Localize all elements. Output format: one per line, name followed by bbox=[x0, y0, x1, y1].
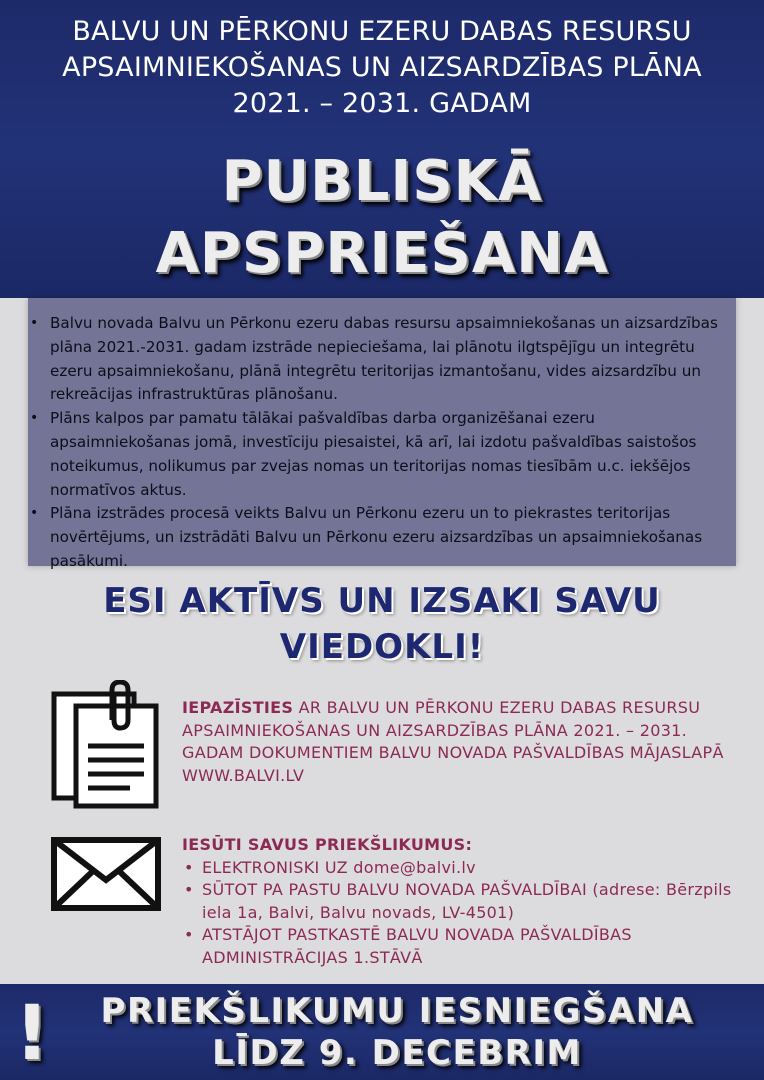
cta-line: VIEDOKLI! bbox=[279, 627, 485, 667]
submit-item: • SŪTOT PA PASTU BALVU NOVADA PAŠVALDĪBAI (adrese: Bērzpils iela 1a, Balvi, Balvu novads, LV-4501) bbox=[184, 880, 732, 922]
deadline-text bbox=[30, 990, 764, 1074]
learn-text-block bbox=[182, 697, 742, 787]
submit-item-text: SŪTOT PA PASTU BALVU NOVADA PAŠVALDĪBAI (adrese: Bērzpils iela 1a, Balvi, Balvu novads, LV-4501) bbox=[202, 880, 732, 922]
submit-heading: IESŪTI SAVUS PRIEKŠLIKUMUS: bbox=[182, 835, 473, 854]
subtitle-line: BALVU UN PĒRKONU EZERU DABAS RESURSU bbox=[72, 16, 692, 47]
title-line: APSPRIEŠANA bbox=[155, 221, 609, 286]
deadline-line: PRIEKŠLIKUMU IESNIEGŠANA bbox=[100, 991, 694, 1031]
submit-item-text: ELEKTRONISKI UZ dome@balvi.lv bbox=[202, 857, 476, 877]
submit-block bbox=[182, 834, 742, 969]
header-banner bbox=[0, 0, 764, 298]
info-bullet: • Plāns kalpos par pamatu tālākai pašvaldības darba organizēšanai ezeru apsaimniekošanas jomā, investīciju piesaistei, kā arī, lai izdotu pašvaldības saistošos noteikumus, nolikumus par zvejas nomas un teritorijas nomas tiesībām u.c. iekšējos normatīvos aktus. bbox=[50, 407, 724, 502]
submit-item: • ATSTĀJOT PASTKASTĒ BALVU NOVADA PAŠVALDĪBAS ADMINISTRĀCIJAS 1.STĀVĀ bbox=[184, 925, 632, 967]
envelope-icon bbox=[50, 836, 162, 912]
submit-item: • ELEKTRONISKI UZ dome@balvi.lv bbox=[184, 857, 476, 877]
deadline-line: LĪDZ 9. DECEBRIM bbox=[212, 1033, 582, 1073]
submit-item-text: ATSTĀJOT PASTKASTĒ BALVU NOVADA PAŠVALDĪBAS ADMINISTRĀCIJAS 1.STĀVĀ bbox=[202, 925, 632, 967]
cta-line: ESI AKTĪVS UN IZSAKI SAVU bbox=[103, 581, 661, 621]
exclamation-mark: ! bbox=[14, 988, 50, 1077]
info-bullet-text: Balvu novada Balvu un Pērkonu ezeru dabas resursu apsaimniekošanas un aizsardzības plāna 2021.-2031. gadam izstrāde nepieciešama, lai plānotu ilgtspējīgu un integrētu ezeru apsaimniekošanu, plānā integrētu teritorijas izmantošanu, vides aizsardzību un rekreācijas infrastruktūras plānošanu. bbox=[50, 314, 718, 404]
info-box bbox=[28, 298, 736, 570]
learn-lead: IEPAZĪSTIES bbox=[182, 698, 294, 717]
info-bullet: • Plāna izstrādes procesā veikts Balvu un Pērkonu ezeru un to piekrastes teritorijas novērtējums, un izstrādāti Balvu un Pērkonu ezeru aizsardzības un apsaimniekošanas pasākumi. bbox=[50, 502, 724, 573]
subtitle-line: 2021. – 2031. GADAM bbox=[232, 88, 532, 119]
plan-subtitle bbox=[0, 14, 764, 122]
title-line: PUBLISKĀ bbox=[221, 149, 543, 214]
info-bullet: • Balvu novada Balvu un Pērkonu ezeru dabas resursu apsaimniekošanas un aizsardzības plāna 2021.-2031. gadam izstrāde nepieciešama, lai plānotu ilgtspējīgu un integrētu ezeru apsaimniekošanu, plānā integrētu teritorijas izmantošanu, vides aizsardzību un rekreācijas infrastruktūras plānošanu. bbox=[50, 312, 724, 407]
info-bullet-text: Plāns kalpos par pamatu tālākai pašvaldības darba organizēšanai ezeru apsaimniekošanas jomā, investīciju piesaistei, kā arī, lai izdotu pašvaldības saistošos noteikumus, nolikumus par zvejas nomas un teritorijas nomas tiesībām u.c. iekšējos normatīvos aktus. bbox=[50, 409, 697, 499]
page-title bbox=[0, 146, 764, 290]
subtitle-line: APSAIMNIEKOŠANAS UN AIZSARDZĪBAS PLĀNA bbox=[62, 52, 702, 83]
clipboard-document-icon bbox=[50, 680, 162, 810]
learn-text: AR BALVU UN PĒRKONU EZERU DABAS RESURSU APSAIMNIEKOŠANAS UN AIZSARDZĪBAS PLĀNA 2021. – 2031. GADAM DOKUMENTIEM BALVU NOVADA PAŠVALDĪBAS MĀJASLAPĀ WWW.BALVI.LV bbox=[182, 698, 724, 785]
call-to-action bbox=[0, 578, 764, 670]
info-bullet-text: Plāna izstrādes procesā veikts Balvu un Pērkonu ezeru un to piekrastes teritorijas novērtējums, un izstrādāti Balvu un Pērkonu ezeru aizsardzības un apsaimniekošanas pasākumi. bbox=[50, 504, 703, 570]
footer-banner bbox=[0, 984, 764, 1080]
